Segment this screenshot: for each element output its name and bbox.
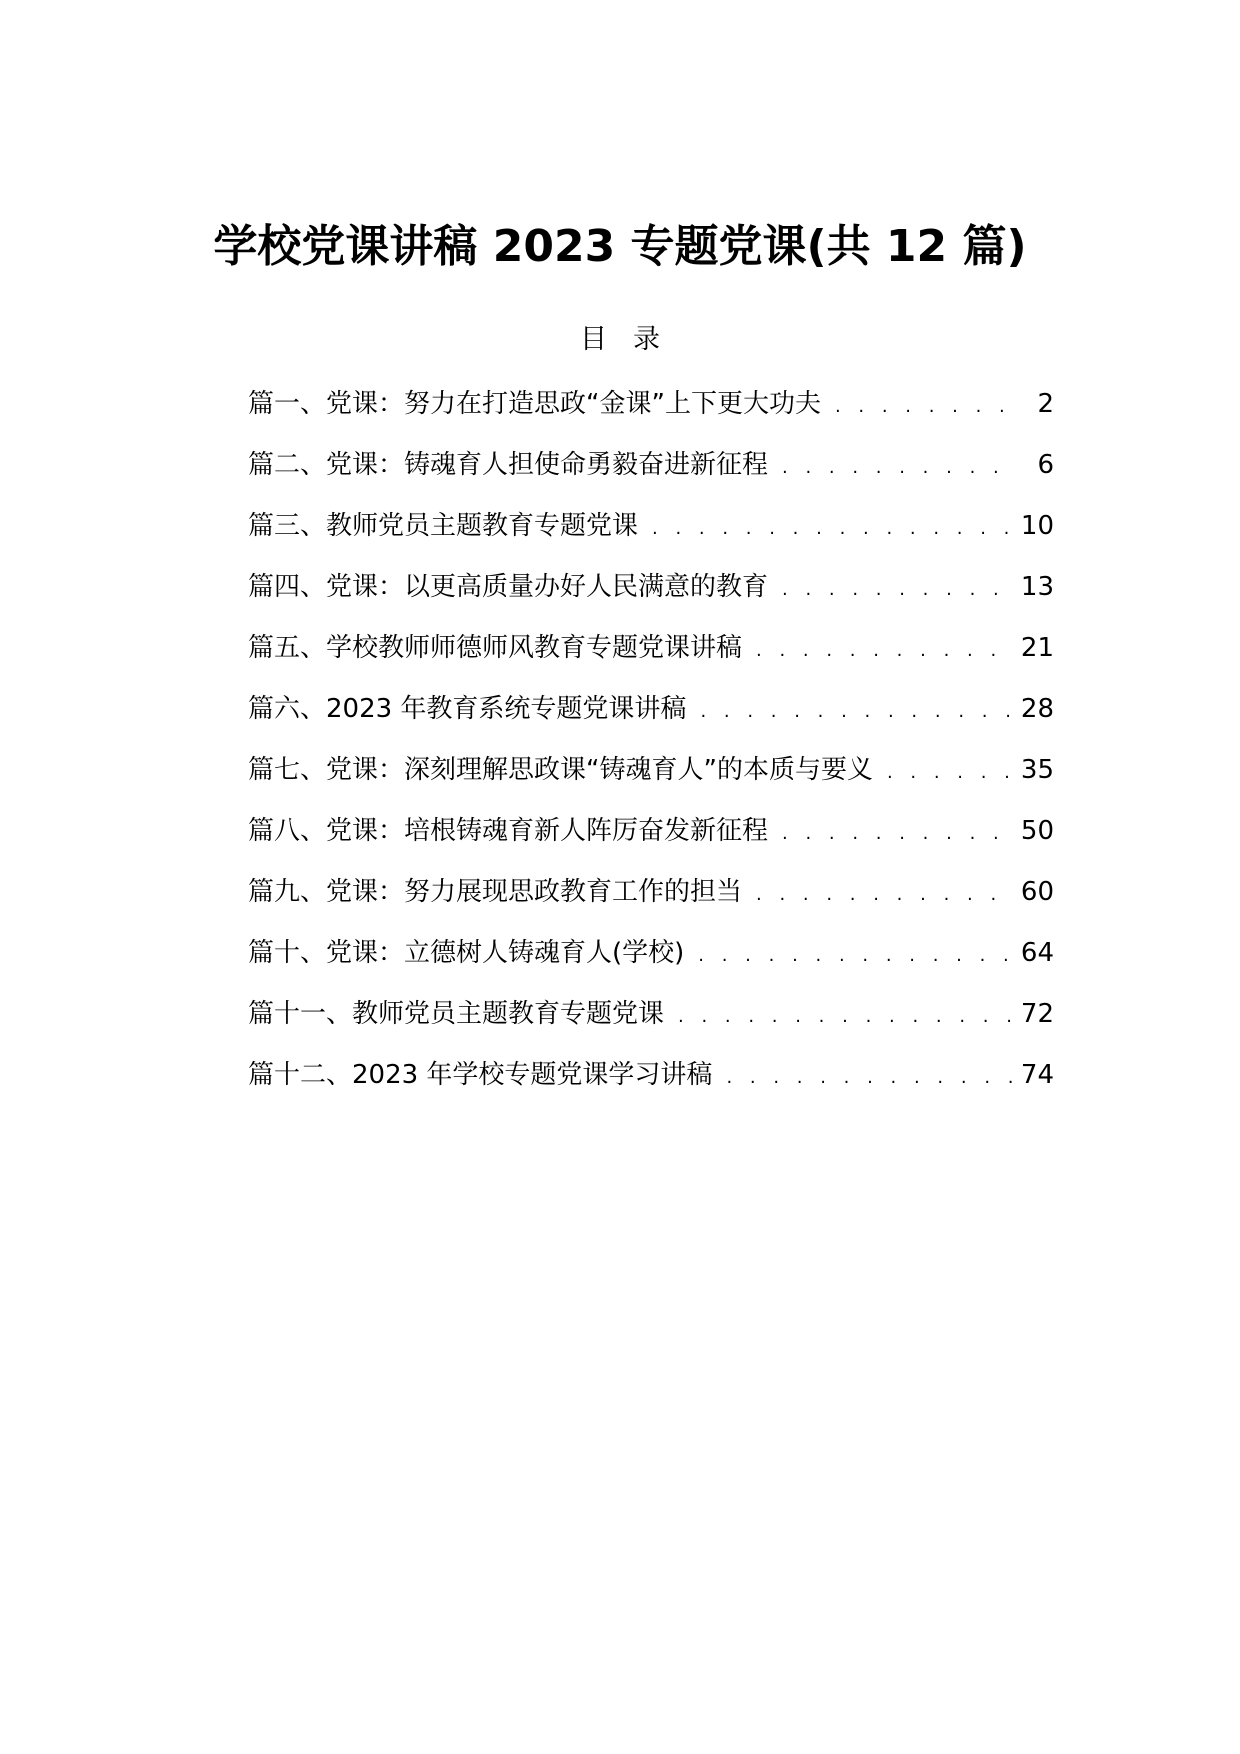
toc-dot-leader bbox=[887, 751, 1015, 795]
toc-entry[interactable] bbox=[248, 1053, 1054, 1114]
toc-entry[interactable] bbox=[248, 687, 1054, 748]
toc-entry-title: 篇三、教师党员主题教育专题党课 bbox=[248, 511, 639, 541]
toc-dot-leader bbox=[726, 1056, 1014, 1100]
toc-entry[interactable] bbox=[248, 504, 1054, 565]
toc-dot-leader bbox=[698, 934, 1015, 978]
toc-entry-title: 篇十、党课：立德树人铸魂育人(学校) bbox=[248, 938, 685, 968]
toc-entry-title: 篇一、党课：努力在打造思政“金课”上下更大功夫 bbox=[248, 389, 821, 419]
toc-entry[interactable] bbox=[248, 870, 1054, 931]
document-title: 学校党课讲稿 2023 专题党课(共 12 篇) bbox=[213, 221, 1027, 273]
toc-dot-leader bbox=[782, 446, 1018, 490]
toc-entry-title: 篇十二、2023 年学校专题党课学习讲稿 bbox=[248, 1060, 713, 1090]
toc-entry-page: 6 bbox=[1037, 450, 1054, 480]
toc-entry[interactable] bbox=[248, 809, 1054, 870]
toc-dot-leader bbox=[756, 629, 1015, 673]
toc-dot-leader bbox=[782, 568, 1015, 612]
toc-entry[interactable] bbox=[248, 565, 1054, 626]
toc-entry[interactable] bbox=[248, 443, 1054, 504]
toc-entry[interactable] bbox=[248, 382, 1054, 443]
toc-entry-page: 50 bbox=[1020, 816, 1054, 846]
toc-entry-title: 篇六、2023 年教育系统专题党课讲稿 bbox=[248, 694, 687, 724]
toc-dot-leader bbox=[652, 507, 1015, 551]
toc-entry-page: 64 bbox=[1020, 938, 1054, 968]
toc-entry-title: 篇五、学校教师师德师风教育专题党课讲稿 bbox=[248, 633, 743, 663]
toc-entry-page: 28 bbox=[1020, 694, 1054, 724]
toc-entry-page: 35 bbox=[1020, 755, 1054, 785]
toc-entry-title: 篇十一、教师党员主题教育专题党课 bbox=[248, 999, 665, 1029]
toc-entry-page: 13 bbox=[1020, 572, 1054, 602]
toc-entry-title: 篇九、党课：努力展现思政教育工作的担当 bbox=[248, 877, 743, 907]
toc-entry[interactable] bbox=[248, 931, 1054, 992]
toc-entry-title: 篇四、党课：以更高质量办好人民满意的教育 bbox=[248, 572, 769, 602]
toc-heading: 目录 bbox=[580, 324, 686, 355]
toc-entry-title: 篇二、党课：铸魂育人担使命勇毅奋进新征程 bbox=[248, 450, 769, 480]
toc-entry-title: 篇八、党课：培根铸魂育新人阵厉奋发新征程 bbox=[248, 816, 769, 846]
toc-entry-page: 2 bbox=[1037, 389, 1054, 419]
toc-entry[interactable] bbox=[248, 626, 1054, 687]
toc-entry[interactable] bbox=[248, 992, 1054, 1053]
toc-entry-page: 60 bbox=[1020, 877, 1054, 907]
toc-dot-leader bbox=[835, 385, 1018, 429]
toc-dot-leader bbox=[782, 812, 1015, 856]
toc-dot-leader bbox=[756, 873, 1015, 917]
toc-dot-leader bbox=[678, 995, 1015, 1039]
toc-dot-leader bbox=[700, 690, 1014, 734]
toc-entry-page: 74 bbox=[1020, 1060, 1054, 1090]
toc-entry-page: 10 bbox=[1020, 511, 1054, 541]
toc-entry[interactable] bbox=[248, 748, 1054, 809]
toc-entry-page: 72 bbox=[1020, 999, 1054, 1029]
toc-entry-page: 21 bbox=[1020, 633, 1054, 663]
table-of-contents bbox=[248, 382, 1054, 1114]
toc-entry-title: 篇七、党课：深刻理解思政课“铸魂育人”的本质与要义 bbox=[248, 755, 873, 785]
